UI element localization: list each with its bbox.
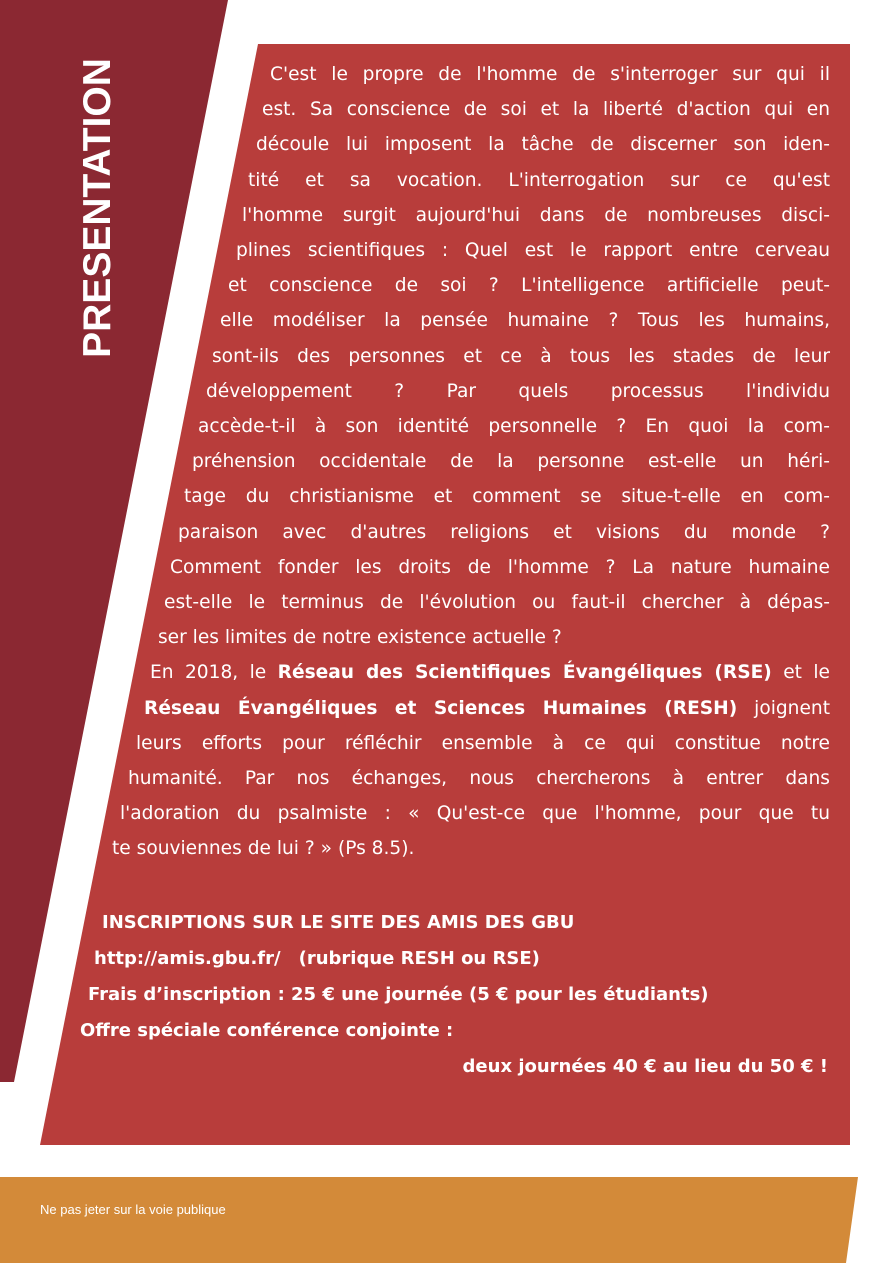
body-line: elle modéliser la pensée humaine ? Tous les humains, <box>220 310 830 332</box>
body-line: sont-ils des personnes et ce à tous les stades de leur <box>212 345 830 367</box>
body-line: humanité. Par nos échanges, nous chercherons à entrer dans <box>128 768 830 789</box>
body-line: développement ? Par quels processus l'individu <box>206 380 830 402</box>
registration-heading: INSCRIPTIONS SUR LE SITE DES AMIS DES GBU <box>102 912 575 933</box>
body-line: l'homme surgit aujourd'hui dans de nombreuses disci- <box>242 204 830 226</box>
body-line: plines scientifiques : Quel est le rapport entre cerveau <box>236 240 830 261</box>
body-text-segment: joignent <box>737 697 830 719</box>
special-offer-detail: deux journées 40 € au lieu du 50 € ! <box>462 1056 828 1077</box>
body-line: leurs efforts pour réfléchir ensemble à ce qui constitue notre <box>136 732 830 754</box>
body-line: et conscience de soi ? L'intelligence artificielle peut- <box>228 275 830 297</box>
body-line: tage du christianisme et comment se situe-t-elle en com- <box>184 486 830 508</box>
body-text-segment: et le <box>771 662 830 684</box>
body-line: Comment fonder les droits de l'homme ? La nature humaine <box>170 556 830 578</box>
body-line: tité et sa vocation. L'interrogation sur ce qu'est <box>248 169 830 191</box>
registration-url-line <box>94 941 540 977</box>
body-line: paraison avec d'autres religions et visions du monde ? <box>178 521 830 543</box>
body-text-segment: En 2018, le <box>150 662 278 684</box>
body-line <box>150 655 830 690</box>
rse-network-name: Réseau des Scientifiques Évangéliques (RSE) <box>277 662 772 684</box>
body-line: est. Sa conscience de soi et la liberté d'action qui en <box>262 99 830 121</box>
body-line: C'est le propre de l'homme de s'interroger sur qui il <box>270 64 830 85</box>
registration-url[interactable]: http://amis.gbu.fr/ <box>94 948 281 969</box>
resh-network-name: Réseau Évangéliques et Sciences Humaines (RESH) <box>144 697 738 719</box>
body-line: te souviennes de lui ? » (Ps 8.5). <box>112 838 415 860</box>
body-line: accède-t-il à son identité personnelle ? En quoi la com- <box>198 416 830 437</box>
body-line: ser les limites de notre existence actuelle ? <box>158 627 562 649</box>
registration-url-note: (rubrique RESH ou RSE) <box>298 948 540 969</box>
body-line: est-elle le terminus de l'évolution ou faut-il chercher à dépas- <box>164 592 830 613</box>
body-line: l'adoration du psalmiste : « Qu'est-ce que l'homme, pour que tu <box>120 803 830 825</box>
body-line: préhension occidentale de la personne est-elle un héri- <box>192 451 830 473</box>
section-title: PRESENTATION <box>76 58 119 358</box>
special-offer: Offre spéciale conférence conjointe : <box>80 1020 454 1041</box>
footer-band <box>0 1177 858 1263</box>
body-line: découle lui imposent la tâche de discerner son iden- <box>256 134 830 156</box>
registration-fees: Frais d’inscription : 25 € une journée (5 € pour les étudiants) <box>88 984 709 1005</box>
body-line <box>144 691 830 726</box>
footer-note: Ne pas jeter sur la voie publique <box>40 1202 226 1217</box>
